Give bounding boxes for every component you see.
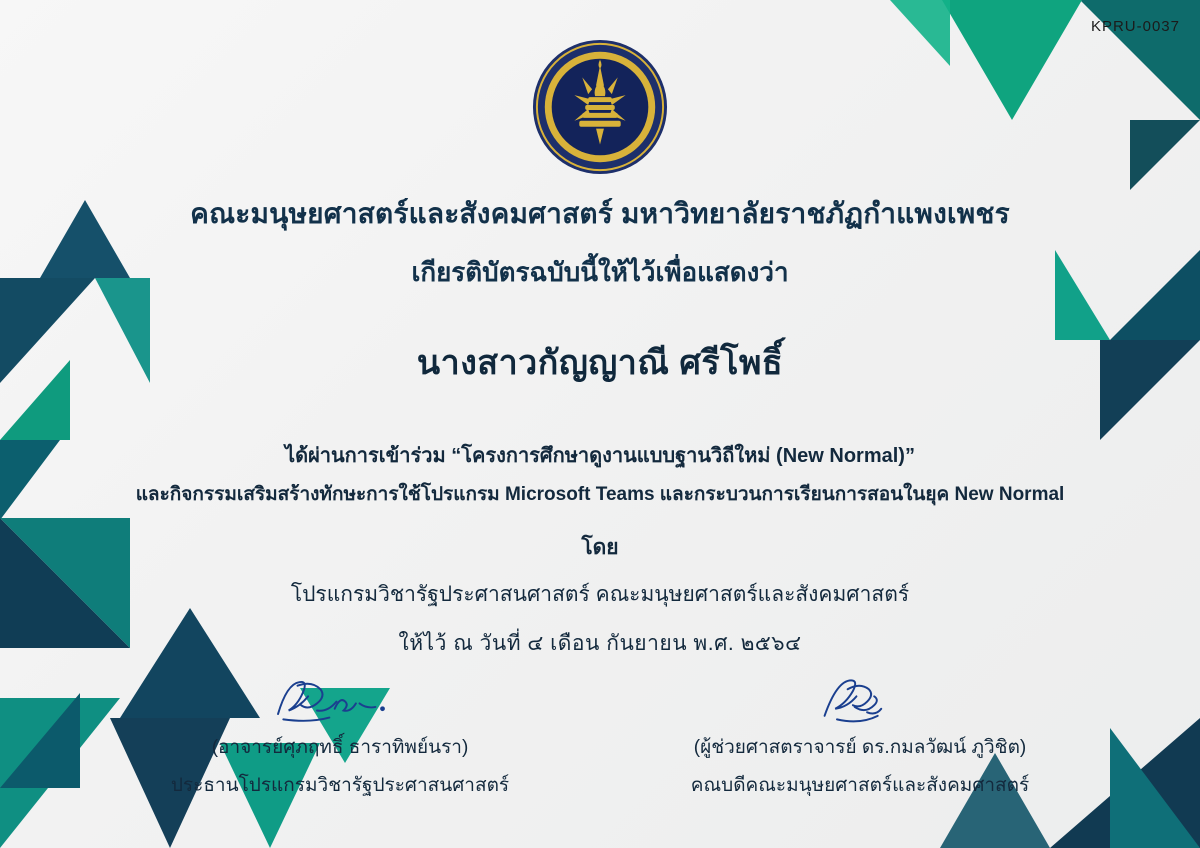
signature-section — [0, 668, 1200, 800]
program-name: โปรแกรมวิชารัฐประศาสนศาสตร์ คณะมนุษยศาสตร์และสังคมศาสตร์ — [290, 583, 910, 606]
university-seal-icon — [531, 38, 669, 176]
certificate-subtitle: เกียรติบัตรฉบับนี้ให้ไว้เพื่อแสดงว่า — [411, 257, 789, 287]
certificate-code: KPRU-0037 — [1090, 18, 1180, 35]
issue-date: ให้ไว้ ณ วันที่ ๔ เดือน กันยายน พ.ศ. ๒๕๖๔ — [398, 632, 802, 655]
handwritten-signature-icon — [140, 668, 540, 730]
handwritten-signature-icon — [660, 668, 1060, 730]
body-line-1: ได้ผ่านการเข้าร่วม “โครงการศึกษาดูงานแบบฐานวิถีใหม่ (New Normal)” — [285, 445, 915, 467]
signature-role-left: ประธานโปรแกรมวิชารัฐประศาสนศาสตร์ — [170, 775, 510, 796]
signature-name-left: (อาจารย์ศุภฤทธิ์ ธาราทิพย์นรา) — [211, 737, 469, 758]
by-label: โดย — [581, 536, 619, 559]
recipient-name: นางสาวกัญญาณี ศรีโพธิ์ — [416, 344, 784, 382]
signature-name-right: (ผู้ช่วยศาสตราจารย์ ดร.กมลวัฒน์ ภูวิชิต) — [693, 737, 1027, 758]
signature-role-right: คณบดีคณะมนุษยศาสตร์และสังคมศาสตร์ — [690, 775, 1030, 796]
signature-block-left — [140, 668, 540, 800]
signature-block-right — [660, 668, 1060, 800]
organization-name: คณะมนุษยศาสตร์และสังคมศาสตร์ มหาวิทยาลัยราชภัฏกำแพงเพชร — [190, 198, 1010, 229]
body-line-2: และกิจกรรมเสริมสร้างทักษะการใช้โปรแกรม Microsoft Teams และกระบวนการเรียนการสอนในยุค New Normal — [135, 484, 1065, 505]
